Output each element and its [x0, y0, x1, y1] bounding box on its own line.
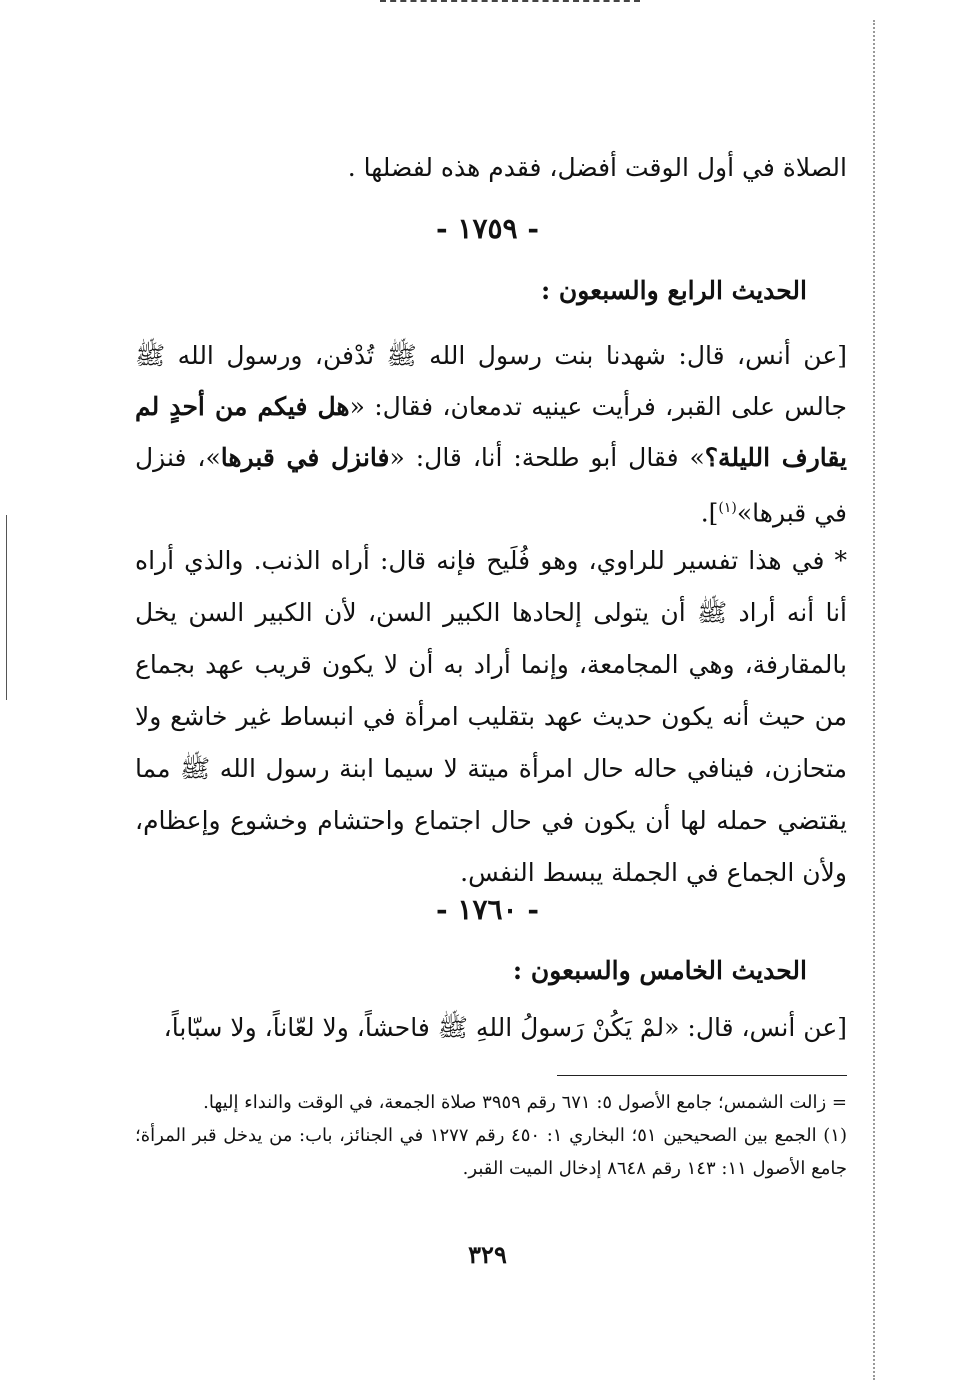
hadith-1759-quote-2: فانزل في قبرها — [220, 443, 390, 472]
hadith-1759-quote-1: هل فيكم من أحدٍ لم يقارف الليلة؟ — [135, 392, 847, 472]
page-number: ٣٢٩ — [468, 1240, 507, 1269]
hadith-1760-text: [عن أنس، قال: «لمْ يَكُنْ رَسولُ اللهِ ﷺ فاحشاً، ولا لعّاناً، ولا سبّاباً، — [163, 1013, 847, 1042]
footnote-ref-1: (١) — [718, 500, 737, 516]
hadith-1759-text-part-2: » فقال أبو طلحة: أنا، قال: « — [389, 443, 705, 472]
footnote-1: (١) الجمع بين الصحيحين ٥١؛ البخاري ١: ٤٥٠ رقم ١٢٧٧ في الجنائز، باب: من يدخل قبر المرأة؛ جامع الأصول ١١: ١٤٣ رقم ٨٦٤٨ إدخال الميت القبر. — [135, 1125, 847, 1179]
hadith-1759-text-part-3: »، فنزل في قبرها» — [135, 443, 847, 528]
continuation-text: الصلاة في أول الوقت أفضل، فقدم هذه لفضلها . — [347, 153, 847, 182]
footnote-divider — [557, 1075, 847, 1076]
hadith-1759-commentary: * في هذا تفسير للراوي، وهو فُلَيح فإنه قال: أراه الذنب. والذي أراه أنا أنه أراد ﷺ أن يتولى إلحادها الكبير السن، لأن الكبير السن يخل بالمقارفة، وهي المجامعة، وإنما أراد به أن لا يكون قريب عهد بجماع من حيث أنه يكون حديث عهد بتقليب امرأة في انبساط غير خاشع ولا متحازن، فينافي حاله حال امرأة ميتة لا سيما ابنة رسول الله ﷺ مما يقتضي حمله لها أن يكون في حال اجتماع واحتشام وخشوع وإعظام، ولأن الجماع في الجملة يبسط النفس. — [135, 546, 847, 887]
hadith-1759-text-part-4: ]. — [700, 498, 719, 528]
footnote-continuation: = زالت الشمس؛ جامع الأصول ٥: ٦٧١ رقم ٣٩٥٩ صلاة الجمعة، في الوقت والنداء إليها. — [203, 1092, 847, 1113]
hadith-number-1760: - ١٧٦٠ - — [436, 893, 539, 926]
hadith-1759-heading: الحديث الرابع والسبعون : — [540, 276, 807, 305]
hadith-1759-text-part-1: [عن أنس، قال: شهدنا بنت رسول الله ﷺ تُدْفن، ورسول الله ﷺ جالس على القبر، فرأيت عينيه تدمعان، فقال: « — [135, 341, 847, 421]
hadith-1759-text — [135, 330, 847, 538]
top-border-dashes — [380, 0, 640, 8]
hadith-number-1759: - ١٧٥٩ - — [436, 212, 539, 245]
hadith-1760-heading: الحديث الخامس والسبعون : — [512, 956, 807, 985]
left-margin-line — [6, 515, 7, 700]
footnotes — [135, 1086, 847, 1185]
